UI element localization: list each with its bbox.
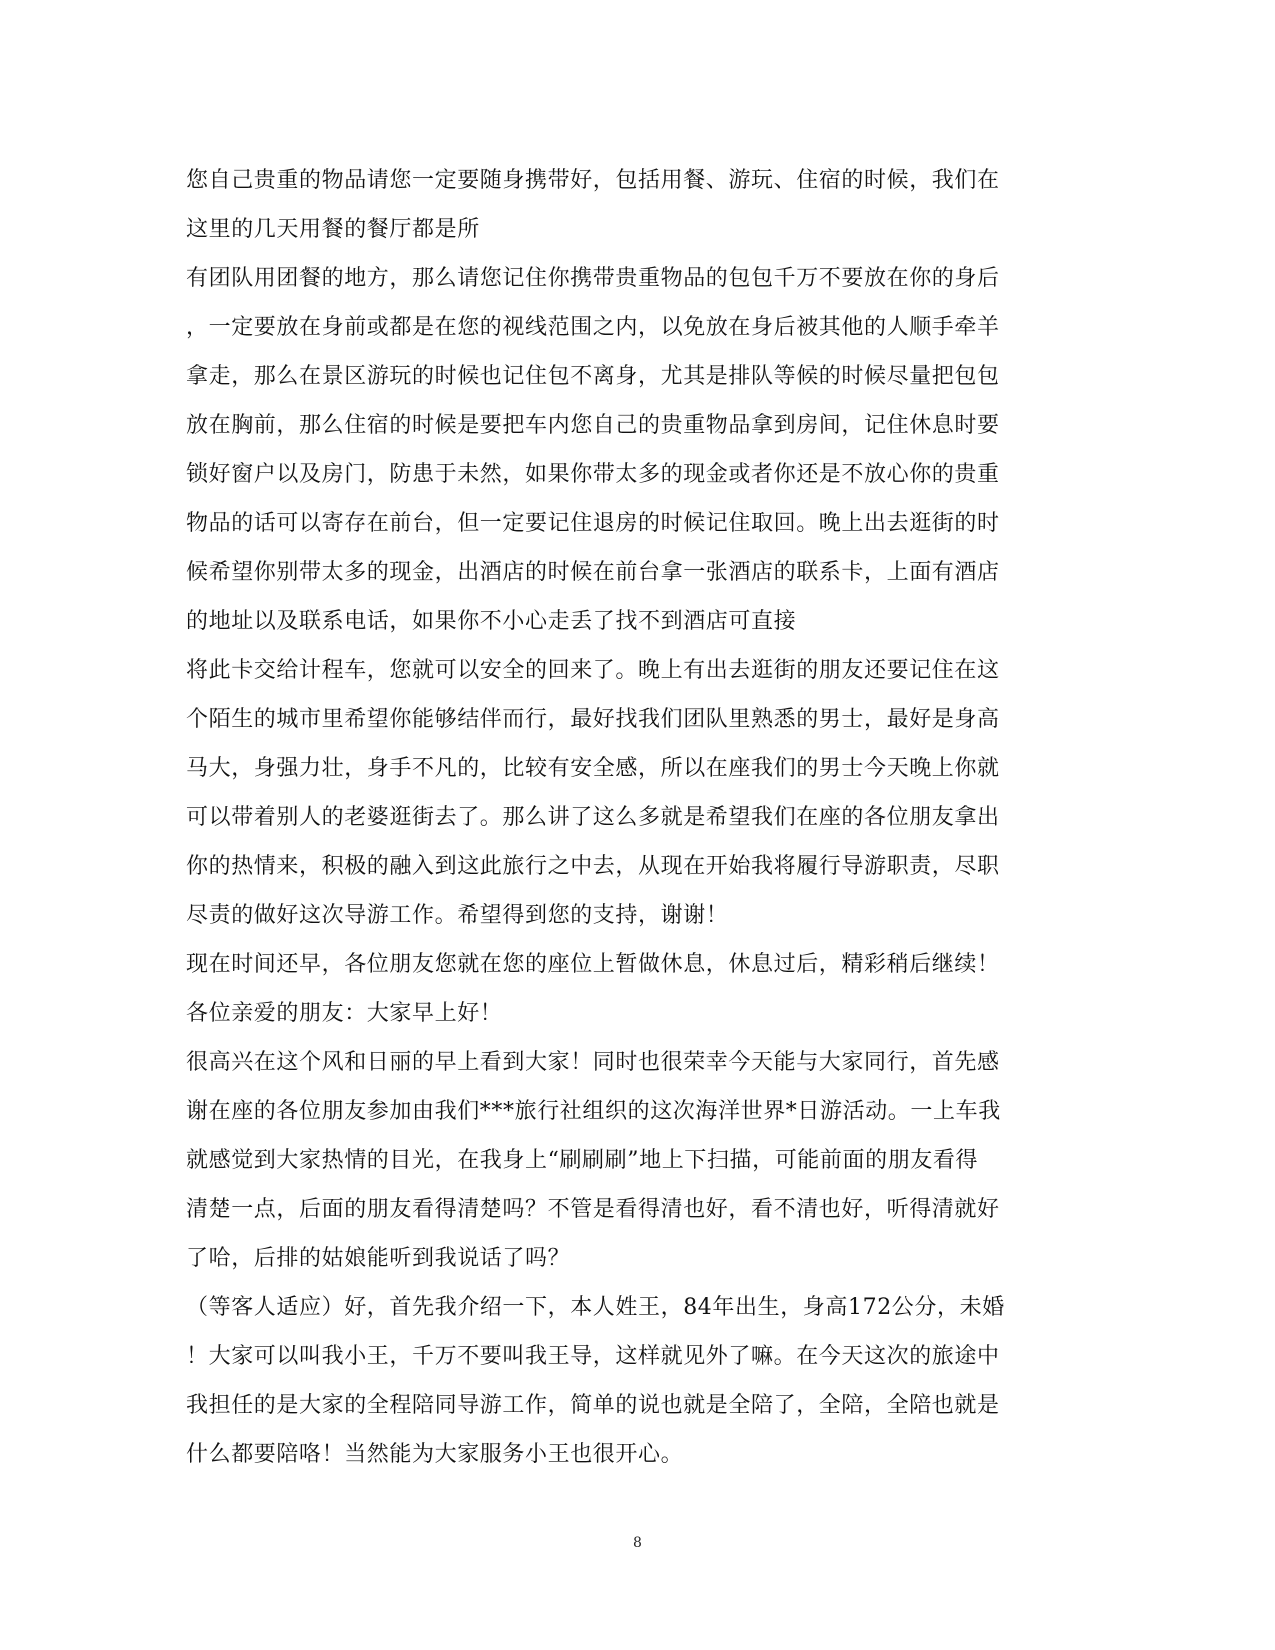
text-line: 可以带着别人的老婆逛街去了。那么讲了这么多就是希望我们在座的各位朋友拿出: [186, 805, 1000, 830]
text-line: 这里的几天用餐的餐厅都是所: [186, 217, 480, 242]
text-line: 了哈，后排的姑娘能听到我说话了吗？: [186, 1246, 571, 1271]
text-line: 很高兴在这个风和日丽的早上看到大家！同时也很荣幸今天能与大家同行，首先感: [186, 1050, 1000, 1075]
text-line: 马大，身强力壮，身手不凡的，比较有安全感，所以在座我们的男士今天晚上你就: [186, 756, 1000, 781]
text-line: 拿走，那么在景区游玩的时候也记住包不离身，尤其是排队等候的时候尽量把包包: [186, 364, 1000, 389]
text-line: 你的热情来，积极的融入到这此旅行之中去，从现在开始我将履行导游职责，尽职: [186, 854, 1000, 879]
text-line: 个陌生的城市里希望你能够结伴而行，最好找我们团队里熟悉的男士，最好是身高: [186, 707, 1000, 732]
text-line: （等客人适应）好，首先我介绍一下，本人姓王，84年出生，身高172公分，未婚: [186, 1295, 1005, 1320]
text-line: 有团队用团餐的地方，那么请您记住你携带贵重物品的包包千万不要放在你的身后: [186, 266, 1000, 291]
text-line: 清楚一点，后面的朋友看得清楚吗？不管是看得清也好，看不清也好，听得清就好: [186, 1197, 1000, 1222]
text-line: 就感觉到大家热情的目光，在我身上“刷刷刷”地上下扫描，可能前面的朋友看得: [186, 1148, 979, 1173]
text-line: ，一定要放在身前或都是在您的视线范围之内，以免放在身后被其他的人顺手牵羊: [186, 315, 1000, 340]
page-number: 8: [633, 1535, 642, 1551]
text-line: 放在胸前，那么住宿的时候是要把车内您自己的贵重物品拿到房间，记住休息时要: [186, 413, 1000, 438]
text-line: 谢在座的各位朋友参加由我们***旅行社组织的这次海洋世界*日游活动。一上车我: [186, 1099, 1001, 1124]
text-line: 尽责的做好这次导游工作。希望得到您的支持，谢谢！: [186, 903, 729, 928]
text-line: 现在时间还早，各位朋友您就在您的座位上暂做休息，休息过后，精彩稍后继续！: [186, 952, 1000, 977]
text-line: 各位亲爱的朋友：大家早上好！: [186, 1001, 503, 1026]
text-line: 什么都要陪咯！当然能为大家服务小王也很开心。: [186, 1442, 684, 1467]
text-line: 锁好窗户以及房门，防患于未然，如果你带太多的现金或者你还是不放心你的贵重: [186, 462, 1000, 487]
text-line: 候希望你别带太多的现金，出酒店的时候在前台拿一张酒店的联系卡，上面有酒店: [186, 560, 1000, 585]
text-line: 的地址以及联系电话，如果你不小心走丢了找不到酒店可直接: [186, 609, 797, 634]
text-line: ！大家可以叫我小王，千万不要叫我王导，这样就见外了嘛。在今天这次的旅途中: [186, 1344, 1000, 1369]
text-line: 物品的话可以寄存在前台，但一定要记住退房的时候记住取回。晚上出去逛街的时: [186, 511, 1000, 536]
text-line: 将此卡交给计程车，您就可以安全的回来了。晚上有出去逛街的朋友还要记住在这: [186, 658, 1000, 683]
body-text: [186, 156, 1086, 1479]
text-line: 我担任的是大家的全程陪同导游工作，简单的说也就是全陪了，全陪，全陪也就是: [186, 1393, 1000, 1418]
text-line: 您自己贵重的物品请您一定要随身携带好，包括用餐、游玩、住宿的时候，我们在: [186, 168, 1000, 193]
